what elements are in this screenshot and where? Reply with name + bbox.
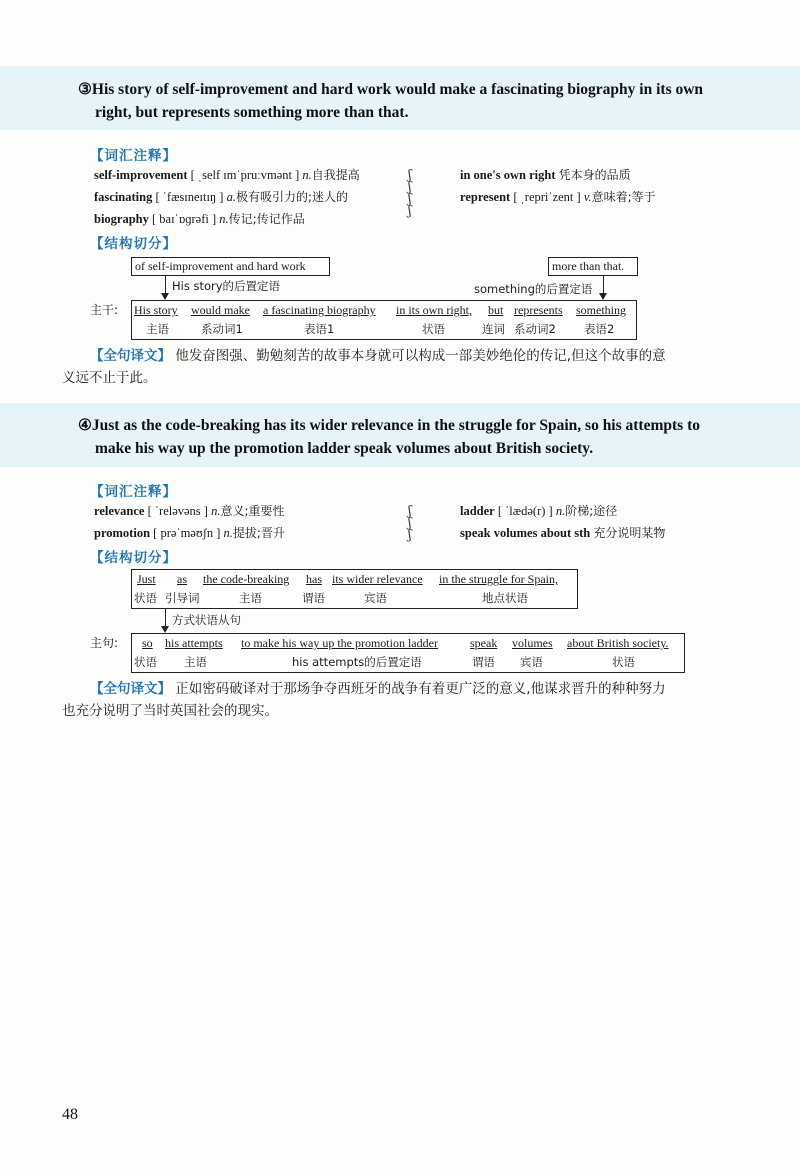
main-clause-box xyxy=(131,300,637,340)
phrase-attributive: to make his way up the promotion ladder xyxy=(241,636,438,650)
sentence-4-title xyxy=(78,414,758,460)
label-attributive: his attempts的后置定语 xyxy=(292,655,422,669)
phrase-predicative-1: a fascinating biography xyxy=(263,303,376,317)
phrase-object: its wider relevance xyxy=(332,572,423,586)
phrase-adverbial: in its own right, xyxy=(396,303,473,317)
page-number: 48 xyxy=(62,1106,78,1123)
translation-tag: 【全句译文】 xyxy=(90,348,171,364)
note-something-modifier: something的后置定语 xyxy=(474,282,593,296)
phrase-object: volumes xyxy=(512,636,553,650)
vocab-item: promotion [ prəˈməʊʃn ] n.提拔;晋升 xyxy=(94,526,285,540)
translation-line: 正如密码破译对于那场争夺西班牙的战争有着更广泛的意义,他谋求晋升的种种努力 xyxy=(175,681,666,697)
subordinate-clause-box xyxy=(131,569,578,609)
translation-4 xyxy=(62,678,752,722)
phrase-conjunction: as xyxy=(177,572,187,586)
phrase-linking-verb-2: represents xyxy=(514,303,563,317)
phrase-adverbial: Just xyxy=(137,572,156,586)
phrase-predicate: has xyxy=(306,572,322,586)
arrow-down-icon xyxy=(599,293,607,300)
label-adverbial-2: 状语 xyxy=(612,655,635,669)
phrase-subject: His story xyxy=(134,303,178,317)
vocab-item: in one's own right 凭本身的品质 xyxy=(460,168,631,182)
phrase-adverbial-2: about British society. xyxy=(567,636,669,650)
sentence-4-line1: ④Just as the code-breaking has its wider relevance in the struggle for Spain, so his attempts to xyxy=(78,417,700,434)
label-subject: 主语 xyxy=(146,322,169,336)
main-clause-label: 主干: xyxy=(90,303,119,317)
main-clause-label: 主句: xyxy=(90,636,119,650)
label-object: 宾语 xyxy=(364,591,387,605)
label-predicative-1: 表语1 xyxy=(304,322,335,336)
vocab-item: ladder [ ˈlædə(r) ] n.阶梯;途径 xyxy=(460,504,618,518)
label-conjunction: 引导词 xyxy=(165,591,200,605)
phrase-subject: the code-breaking xyxy=(203,572,290,586)
phrase-subject: his attempts xyxy=(165,636,223,650)
translation-line: 义远不止于此。 xyxy=(62,370,157,386)
label-linking-verb-2: 系动词2 xyxy=(514,322,556,336)
sentence-4-line2: make his way up the promotion ladder speak volumes about British society. xyxy=(95,440,594,457)
label-object: 宾语 xyxy=(520,655,543,669)
translation-3 xyxy=(62,345,752,389)
label-linking-verb-1: 系动词1 xyxy=(201,322,243,336)
phrase-predicate: speak xyxy=(470,636,498,650)
structure-header-3: 【结构切分】 xyxy=(90,236,177,252)
label-adverbial: 状语 xyxy=(134,591,157,605)
modifier-box-right: more than that. xyxy=(548,257,638,276)
phrase-conjunction: but xyxy=(488,303,504,317)
main-clause-box xyxy=(131,633,685,673)
arrow-down-icon xyxy=(161,293,169,300)
arrow-down-icon xyxy=(161,626,169,633)
translation-tag: 【全句译文】 xyxy=(90,681,171,697)
vocab-item: relevance [ ˈreləvəns ] n.意义;重要性 xyxy=(94,504,285,518)
connector-line xyxy=(165,275,166,295)
vocab-item: self-improvement [ ˌself ɪmˈpruːvmənt ] n.自我提高 xyxy=(94,168,360,182)
vocab-header-4: 【词汇注释】 xyxy=(90,484,177,500)
divider-wave: ʃ ʃ ʃ xyxy=(408,504,412,543)
modifier-box-left: of self-improvement and hard work xyxy=(131,257,330,276)
translation-line: 他发奋图强、勤勉刻苦的故事本身就可以构成一部美妙绝伦的传记,但这个故事的意 xyxy=(175,348,666,364)
sentence-3-line2: right, but represents something more than that. xyxy=(95,104,409,121)
vocab-header-3: 【词汇注释】 xyxy=(90,148,177,164)
phrase-place-adverbial: in the struggle for Spain, xyxy=(439,572,558,586)
label-predicate: 谓语 xyxy=(302,591,325,605)
vocab-item: fascinating [ ˈfæsɪneɪtɪŋ ] a.极有吸引力的;迷人的 xyxy=(94,190,348,204)
phrase-adverbial: so xyxy=(142,636,153,650)
label-place-adverbial: 地点状语 xyxy=(482,591,528,605)
note-manner-clause: 方式状语从句 xyxy=(172,613,241,627)
sentence-3-line1: ③His story of self-improvement and hard work would make a fascinating biography in its own xyxy=(78,81,704,98)
vocab-item: speak volumes about sth 充分说明某物 xyxy=(460,526,666,540)
label-predicate: 谓语 xyxy=(472,655,495,669)
phrase-linking-verb-1: would make xyxy=(191,303,250,317)
vocab-item: biography [ baɪˈɒɡrəfi ] n.传记;传记作品 xyxy=(94,212,305,226)
label-adverbial: 状语 xyxy=(422,322,445,336)
note-his-story-modifier: His story的后置定语 xyxy=(172,279,281,293)
structure-header-4: 【结构切分】 xyxy=(90,550,177,566)
label-predicative-2: 表语2 xyxy=(584,322,615,336)
divider-wave: ʃ ʃ ʃ ʃ xyxy=(408,168,412,219)
connector-line xyxy=(603,275,604,295)
phrase-predicative-2: something xyxy=(576,303,626,317)
sentence-3-title xyxy=(78,78,758,124)
label-adverbial: 状语 xyxy=(134,655,157,669)
label-subject: 主语 xyxy=(184,655,207,669)
label-conjunction: 连词 xyxy=(482,322,505,336)
label-subject: 主语 xyxy=(239,591,262,605)
connector-line xyxy=(165,608,166,628)
translation-line: 也充分说明了当时英国社会的现实。 xyxy=(62,703,278,719)
vocab-item: represent [ ˌrepriˈzent ] v.意味着;等于 xyxy=(460,190,656,204)
